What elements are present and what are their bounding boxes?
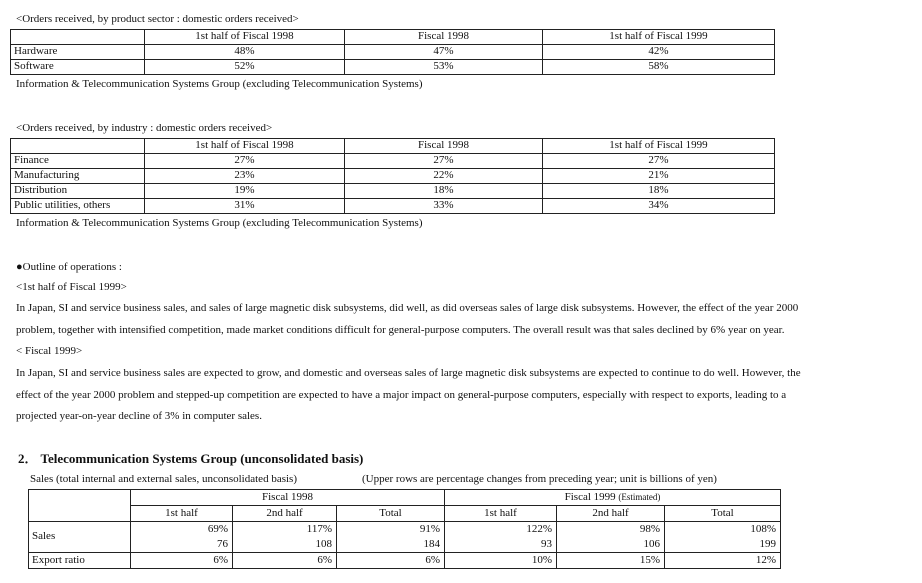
header-1st-half: 1st half <box>131 506 233 522</box>
table-cell: 27% <box>345 154 543 169</box>
header-cell: 1st half of Fiscal 1998 <box>145 139 345 154</box>
header-2nd-half: 2nd half <box>557 506 665 522</box>
outline-para2-line1: In Japan, SI and service business sales are expected to grow, and domestic and overseas sales of large magnetic disk subsystems are expected to continue to do well. However, the <box>16 367 801 379</box>
row-label: Finance <box>11 154 145 169</box>
row-label: Distribution <box>11 184 145 199</box>
table-row <box>11 154 775 169</box>
outline-sub1: <1st half of Fiscal 1999> <box>16 281 127 293</box>
table-cell: 117% <box>233 522 337 538</box>
outline-title: ●Outline of operations : <box>16 261 122 273</box>
table-cell: 52% <box>145 60 345 75</box>
table-cell: 108 <box>233 537 337 553</box>
table-cell: 18% <box>345 184 543 199</box>
header-fy1998: Fiscal 1998 <box>131 490 445 506</box>
product-sector-table <box>10 29 775 75</box>
table-header-row <box>29 490 781 506</box>
table-cell: 15% <box>557 553 665 569</box>
industry-table <box>10 138 775 214</box>
table-header-row <box>11 139 775 154</box>
table-cell: 6% <box>233 553 337 569</box>
section2-heading: 2． Telecommunication Systems Group (unconsolidated basis) <box>18 451 364 466</box>
row-label: Software <box>11 60 145 75</box>
row-label-export: Export ratio <box>29 553 131 569</box>
table-row <box>11 60 775 75</box>
outline-para1-line1: In Japan, SI and service business sales, and sales of large magnetic disk subsystems, did well, as did overseas sales of large disk subsystems. However, the effect of the year 2000 <box>16 302 799 314</box>
table-cell: 21% <box>543 169 775 184</box>
table-row <box>29 522 781 538</box>
header-total: Total <box>337 506 445 522</box>
fy1999-estimated-tag: (Estimated) <box>618 491 661 502</box>
table-cell: 12% <box>665 553 781 569</box>
table1-note: Information & Telecommunication Systems Group (excluding Telecommunication Systems) <box>16 78 423 90</box>
header-cell: 1st half of Fiscal 1999 <box>543 139 775 154</box>
table-cell: 22% <box>345 169 543 184</box>
table-row <box>29 553 781 569</box>
outline-para1-line2: problem, together with intensified competition, made market conditions difficult for general-purpose computers. The overall result was that sales declined by 6% year on year. <box>16 324 785 336</box>
table-cell: 33% <box>345 199 543 214</box>
table-row <box>11 45 775 60</box>
section2-subtitle: Sales (total internal and external sales, unconsolidated basis) <box>30 473 297 485</box>
table-cell: 53% <box>345 60 543 75</box>
table2-note: Information & Telecommunication Systems Group (excluding Telecommunication Systems) <box>16 217 423 229</box>
table-cell: 6% <box>131 553 233 569</box>
table-cell: 58% <box>543 60 775 75</box>
table-row <box>11 169 775 184</box>
table-cell: 91% <box>337 522 445 538</box>
table-cell: 42% <box>543 45 775 60</box>
table-header-row <box>11 30 775 45</box>
table-cell: 76 <box>131 537 233 553</box>
table-cell: 23% <box>145 169 345 184</box>
table-row <box>29 537 781 553</box>
header-fy1999 <box>445 490 781 506</box>
table-cell: 199 <box>665 537 781 553</box>
table-cell: 93 <box>445 537 557 553</box>
table-cell: 27% <box>543 154 775 169</box>
table-row <box>11 184 775 199</box>
header-cell: 1st half of Fiscal 1999 <box>543 30 775 45</box>
header-cell <box>11 139 145 154</box>
header-cell: 1st half of Fiscal 1998 <box>145 30 345 45</box>
row-label: Hardware <box>11 45 145 60</box>
header-1st-half: 1st half <box>445 506 557 522</box>
table-cell: 69% <box>131 522 233 538</box>
row-label: Public utilities, others <box>11 199 145 214</box>
sales-table <box>28 489 781 569</box>
table1-caption: <Orders received, by product sector : domestic orders received> <box>16 13 299 25</box>
section2-note: (Upper rows are percentage changes from preceding year; unit is billions of yen) <box>362 473 717 485</box>
table-row <box>11 199 775 214</box>
table-cell: 122% <box>445 522 557 538</box>
table-cell: 19% <box>145 184 345 199</box>
header-blank <box>29 490 131 522</box>
table-cell: 48% <box>145 45 345 60</box>
header-total: Total <box>665 506 781 522</box>
table-cell: 108% <box>665 522 781 538</box>
header-2nd-half: 2nd half <box>233 506 337 522</box>
table-cell: 34% <box>543 199 775 214</box>
table-header-row <box>29 506 781 522</box>
table-cell: 31% <box>145 199 345 214</box>
table-cell: 106 <box>557 537 665 553</box>
table-cell: 6% <box>337 553 445 569</box>
outline-para2-line2: effect of the year 2000 problem and stepped-up competition are expected to have a major impact on general-purpose computers, especially with respect to exports, leading to a <box>16 389 787 401</box>
table-cell: 10% <box>445 553 557 569</box>
fy1999-label: Fiscal 1999 <box>564 490 616 503</box>
header-cell: Fiscal 1998 <box>345 139 543 154</box>
header-cell <box>11 30 145 45</box>
table-cell: 27% <box>145 154 345 169</box>
table2-caption: <Orders received, by industry : domestic orders received> <box>16 122 273 134</box>
outline-sub2: < Fiscal 1999> <box>16 345 83 357</box>
table-cell: 98% <box>557 522 665 538</box>
table-cell: 18% <box>543 184 775 199</box>
table-cell: 47% <box>345 45 543 60</box>
row-label: Manufacturing <box>11 169 145 184</box>
header-cell: Fiscal 1998 <box>345 30 543 45</box>
outline-para2-line3: projected year-on-year decline of 3% in computer sales. <box>16 410 262 422</box>
table-cell: 184 <box>337 537 445 553</box>
row-label-sales: Sales <box>29 522 131 553</box>
